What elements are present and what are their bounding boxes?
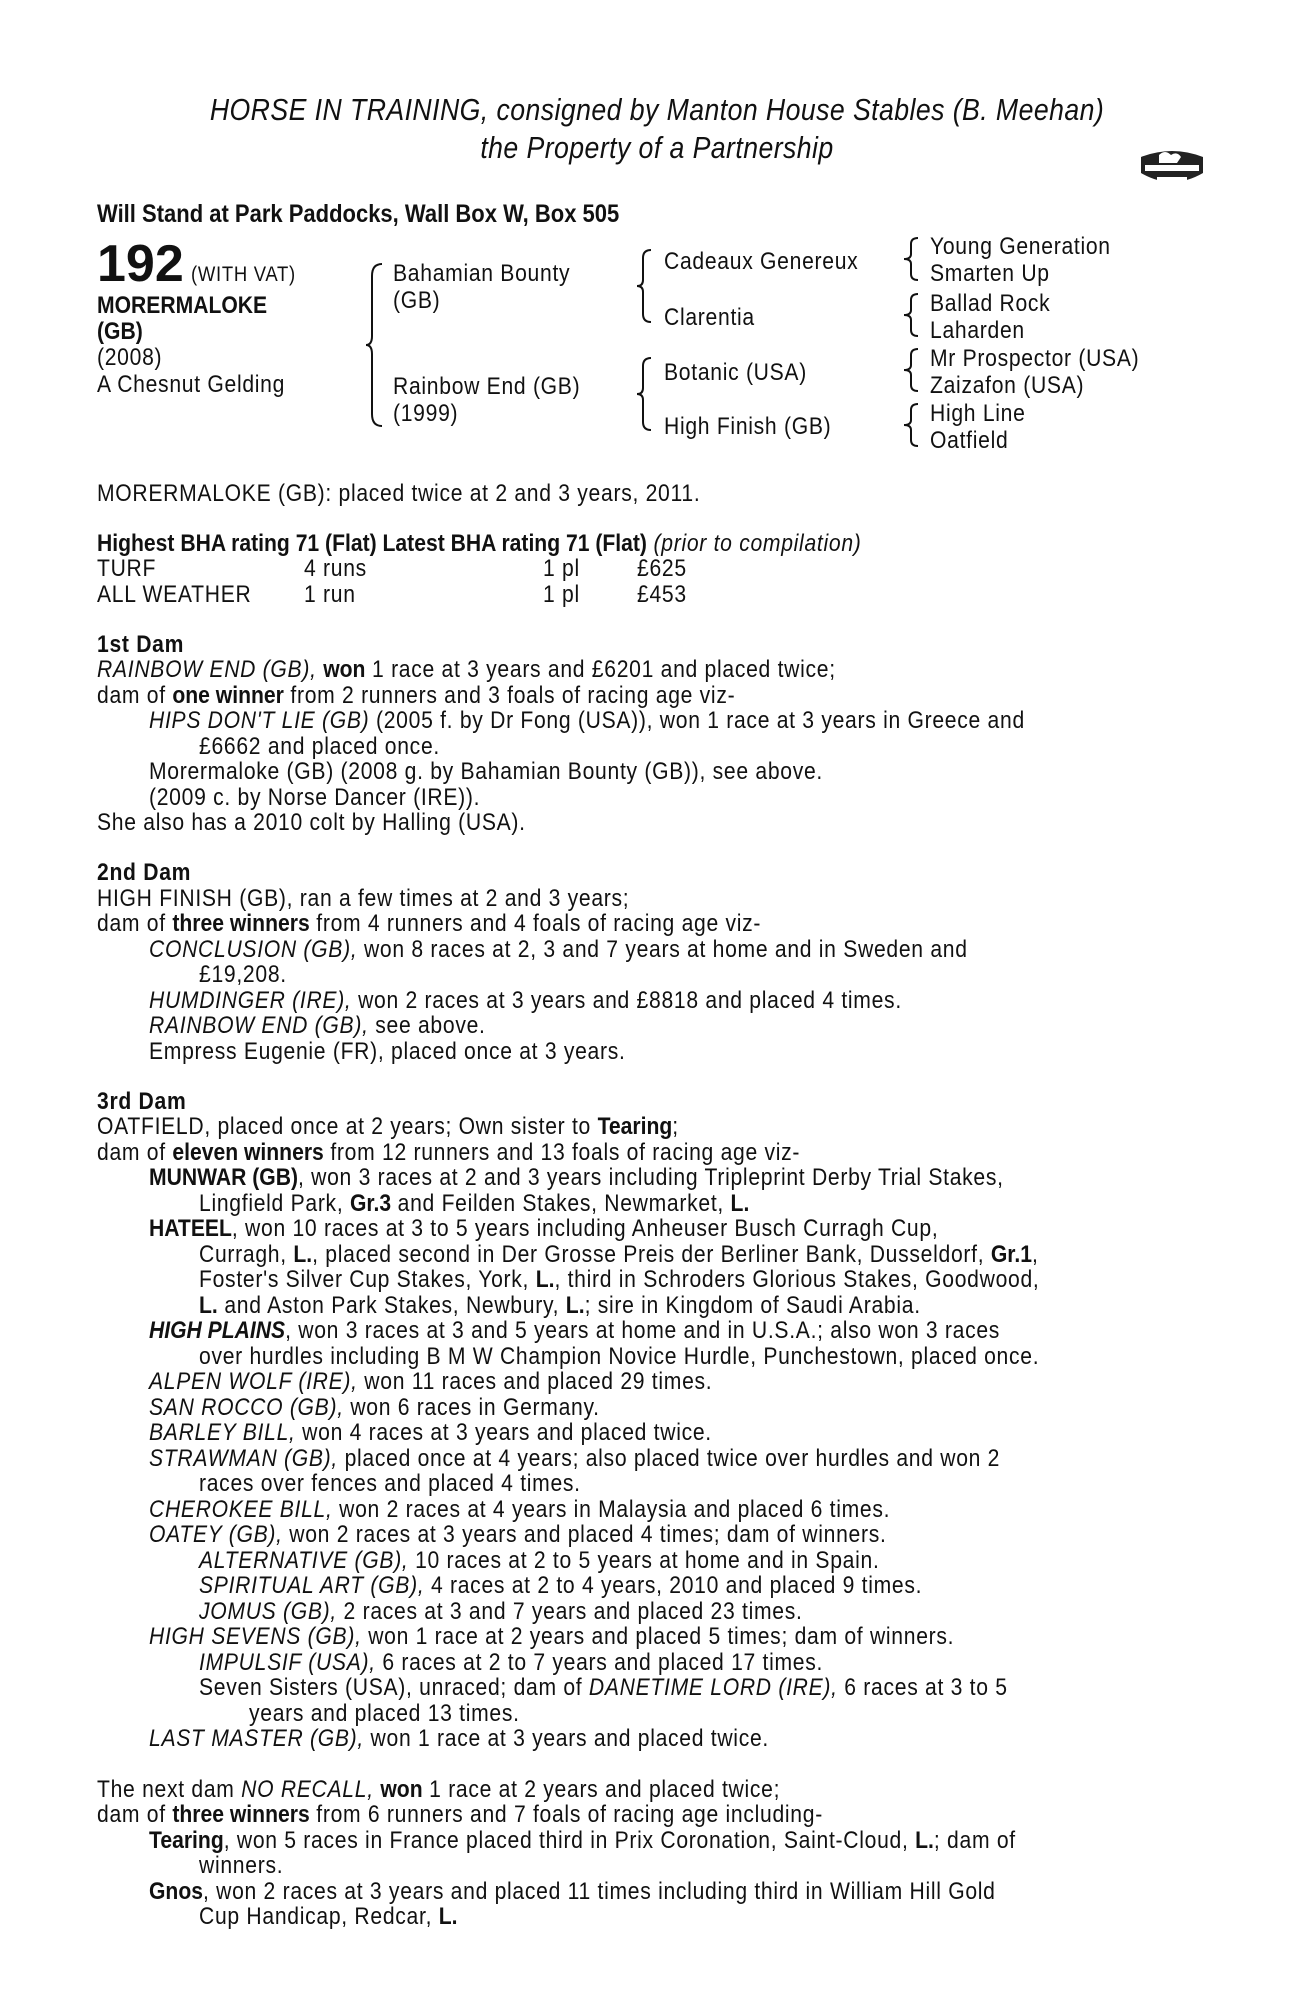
ped-zaizafon: Zaizafon (USA): [930, 372, 1085, 399]
next-dam-gnos: Gnos, won 2 races at 3 years and placed 11 times including third in William Hill Gold: [149, 1878, 996, 1905]
third-dam-oatey: OATEY (GB), won 2 races at 3 years and placed 4 times; dam of winners.: [149, 1521, 887, 1548]
vat-note: (WITH VAT): [191, 263, 296, 286]
dam-name: Rainbow End (GB): [393, 373, 581, 400]
third-dam-munwar-cont: Lingfield Park, Gr.3 and Feilden Stakes, Newmarket, L.: [199, 1190, 750, 1217]
horse-country: (GB): [97, 318, 143, 345]
record-aw-surface: ALL WEATHER: [97, 581, 252, 608]
pedigree-brace-sd: [902, 292, 920, 338]
ped-smarten-up: Smarten Up: [930, 260, 1050, 287]
third-dam-strawman: STRAWMAN (GB), placed once at 4 years; also placed twice over hurdles and won 2: [149, 1445, 1001, 1472]
third-dam-spiritual-art: SPIRITUAL ART (GB), 4 races at 2 to 4 years, 2010 and placed 9 times.: [199, 1572, 923, 1599]
sire-country: (GB): [393, 287, 441, 314]
first-dam-line: RAINBOW END (GB), won 1 race at 3 years and £6201 and placed twice;: [97, 656, 836, 683]
third-dam-san-rocco: SAN ROCCO (GB), won 6 races in Germany.: [149, 1394, 600, 1421]
record-aw-placed: 1 pl: [543, 581, 580, 608]
third-dam-impulsif: IMPULSIF (USA), 6 races at 2 to 7 years and placed 17 times.: [199, 1649, 824, 1676]
third-dam-line: OATFIELD, placed once at 2 years; Own sister to Tearing;: [97, 1113, 679, 1140]
third-dam-strawman-cont: races over fences and placed 4 times.: [199, 1470, 581, 1497]
dam-year: (1999): [393, 400, 459, 427]
third-dam-hateel-3: Foster's Silver Cup Stakes, York, L., third in Schroders Glorious Stakes, Goodwood,: [199, 1266, 1040, 1293]
second-dam-produce: dam of three winners from 4 runners and 4 foals of racing age viz-: [97, 910, 762, 937]
ped-mr-prospector: Mr Prospector (USA): [930, 345, 1140, 372]
ped-ballad-rock: Ballad Rock: [930, 290, 1051, 317]
ped-young-generation: Young Generation: [930, 233, 1111, 260]
pedigree-brace-sire: [635, 248, 653, 324]
third-dam-high-sevens: HIGH SEVENS (GB), won 1 race at 2 years and placed 5 times; dam of winners.: [149, 1623, 955, 1650]
third-dam-munwar: MUNWAR (GB), won 3 races at 2 and 3 years including Tripleprint Derby Trial Stakes,: [149, 1164, 1004, 1191]
third-dam-seven-sisters-cont: years and placed 13 times.: [249, 1700, 520, 1727]
third-dam-barley-bill: BARLEY BILL, won 4 races at 3 years and placed twice.: [149, 1419, 712, 1446]
second-dam-conclusion: CONCLUSION (GB), won 8 races at 2, 3 and 7 years at home and in Sweden and: [149, 936, 968, 963]
first-dam-foal-2010: She also has a 2010 colt by Halling (USA).: [97, 809, 526, 836]
foaling-year: (2008): [97, 344, 163, 371]
third-dam-alpen-wolf: ALPEN WOLF (IRE), won 11 races and placed 29 times.: [149, 1368, 713, 1395]
ped-laharden: Laharden: [930, 317, 1025, 344]
horse-description: A Chesnut Gelding: [97, 371, 286, 398]
third-dam-hateel-4: L. and Aston Park Stakes, Newbury, L.; sire in Kingdom of Saudi Arabia.: [199, 1292, 921, 1319]
next-dam-line: The next dam NO RECALL, won 1 race at 2 years and placed twice;: [97, 1776, 781, 1803]
ped-high-line: High Line: [930, 400, 1026, 427]
third-dam-heading: 3rd Dam: [97, 1088, 187, 1115]
sire-sire: Cadeaux Genereux: [664, 248, 859, 275]
first-dam-foal-hips-cont: £6662 and placed once.: [199, 733, 440, 760]
second-dam-conclusion-cont: £19,208.: [199, 961, 287, 988]
stand-location: Will Stand at Park Paddocks, Wall Box W, Box 505: [97, 200, 620, 228]
second-dam-heading: 2nd Dam: [97, 859, 192, 886]
ped-oatfield: Oatfield: [930, 427, 1009, 454]
second-dam-line: HIGH FINISH (GB), ran a few times at 2 and 3 years;: [97, 885, 630, 912]
second-dam-empress: Empress Eugenie (FR), placed once at 3 years.: [149, 1038, 626, 1065]
pedigree-brace-ds: [902, 347, 920, 393]
sire-name: Bahamian Bounty: [393, 260, 571, 287]
third-dam-produce: dam of eleven winners from 12 runners and 13 foals of racing age viz-: [97, 1139, 801, 1166]
race-summary: MORERMALOKE (GB): placed twice at 2 and 3 years, 2011.: [97, 480, 701, 507]
first-dam-foal-morermaloke: Morermaloke (GB) (2008 g. by Bahamian Bounty (GB)), see above.: [149, 758, 824, 785]
third-dam-high-plains-cont: over hurdles including B M W Champion Novice Hurdle, Punchestown, placed once.: [199, 1343, 1040, 1370]
second-dam-rainbow-end: RAINBOW END (GB), see above.: [149, 1012, 486, 1039]
next-dam-tearing-cont: winners.: [199, 1852, 284, 1879]
third-dam-high-plains: HIGH PLAINS, won 3 races at 3 and 5 years at home and in U.S.A.; also won 3 races: [149, 1317, 1001, 1344]
sire-dam: Clarentia: [664, 304, 755, 331]
horse-name: MORERMALOKE: [97, 292, 268, 319]
property-heading: the Property of a Partnership: [480, 130, 834, 165]
record-turf-runs: 4 runs: [304, 555, 367, 582]
pedigree-brace-main: [364, 262, 384, 428]
record-turf-prize: £625: [637, 555, 687, 582]
lot-number: 192: [97, 235, 184, 293]
third-dam-seven-sisters: Seven Sisters (USA), unraced; dam of DANETIME LORD (IRE), 6 races at 3 to 5: [199, 1674, 1008, 1701]
third-dam-last-master: LAST MASTER (GB), won 1 race at 3 years and placed twice.: [149, 1725, 770, 1752]
third-dam-alternative: ALTERNATIVE (GB), 10 races at 2 to 5 years at home and in Spain.: [199, 1547, 880, 1574]
record-aw-runs: 1 run: [304, 581, 356, 608]
dam-dam: High Finish (GB): [664, 413, 832, 440]
next-dam-tearing: Tearing, won 5 races in France placed third in Prix Coronation, Saint-Cloud, L.; dam of: [149, 1827, 1016, 1854]
next-dam-gnos-cont: Cup Handicap, Redcar, L.: [199, 1903, 458, 1930]
pedigree-brace-dam: [635, 356, 653, 432]
dam-sire: Botanic (USA): [664, 359, 807, 386]
next-dam-produce: dam of three winners from 6 runners and 7 foals of racing age including-: [97, 1801, 823, 1828]
pedigree-brace-dd: [902, 402, 920, 448]
first-dam-foal-hips: HIPS DON'T LIE (GB) (2005 f. by Dr Fong (USA)), won 1 race at 3 years in Greece and: [149, 707, 1025, 734]
consignor-heading: HORSE IN TRAINING, consigned by Manton House Stables (B. Meehan): [209, 92, 1105, 127]
record-aw-prize: £453: [637, 581, 687, 608]
first-dam-heading: 1st Dam: [97, 631, 185, 658]
third-dam-hateel-2: Curragh, L., placed second in Der Grosse Preis der Berliner Bank, Dusseldorf, Gr.1,: [199, 1241, 1039, 1268]
third-dam-jomus: JOMUS (GB), 2 races at 3 and 7 years and placed 23 times.: [199, 1598, 803, 1625]
third-dam-hateel: HATEEL, won 10 races at 3 to 5 years including Anheuser Busch Curragh Cup,: [149, 1215, 939, 1242]
record-turf-placed: 1 pl: [543, 555, 580, 582]
yearling-bonus-badge-icon: [1137, 143, 1207, 193]
first-dam-foal-2009: (2009 c. by Norse Dancer (IRE)).: [149, 784, 481, 811]
bha-rating: Highest BHA rating 71 (Flat) Latest BHA rating 71 (Flat) (prior to compilation): [97, 530, 862, 557]
third-dam-cherokee-bill: CHEROKEE BILL, won 2 races at 4 years in Malaysia and placed 6 times.: [149, 1496, 891, 1523]
second-dam-humdinger: HUMDINGER (IRE), won 2 races at 3 years and £8818 and placed 4 times.: [149, 987, 902, 1014]
first-dam-produce: dam of one winner from 2 runners and 3 foals of racing age viz-: [97, 682, 736, 709]
pedigree-brace-ss: [902, 236, 920, 282]
record-turf-surface: TURF: [97, 555, 157, 582]
